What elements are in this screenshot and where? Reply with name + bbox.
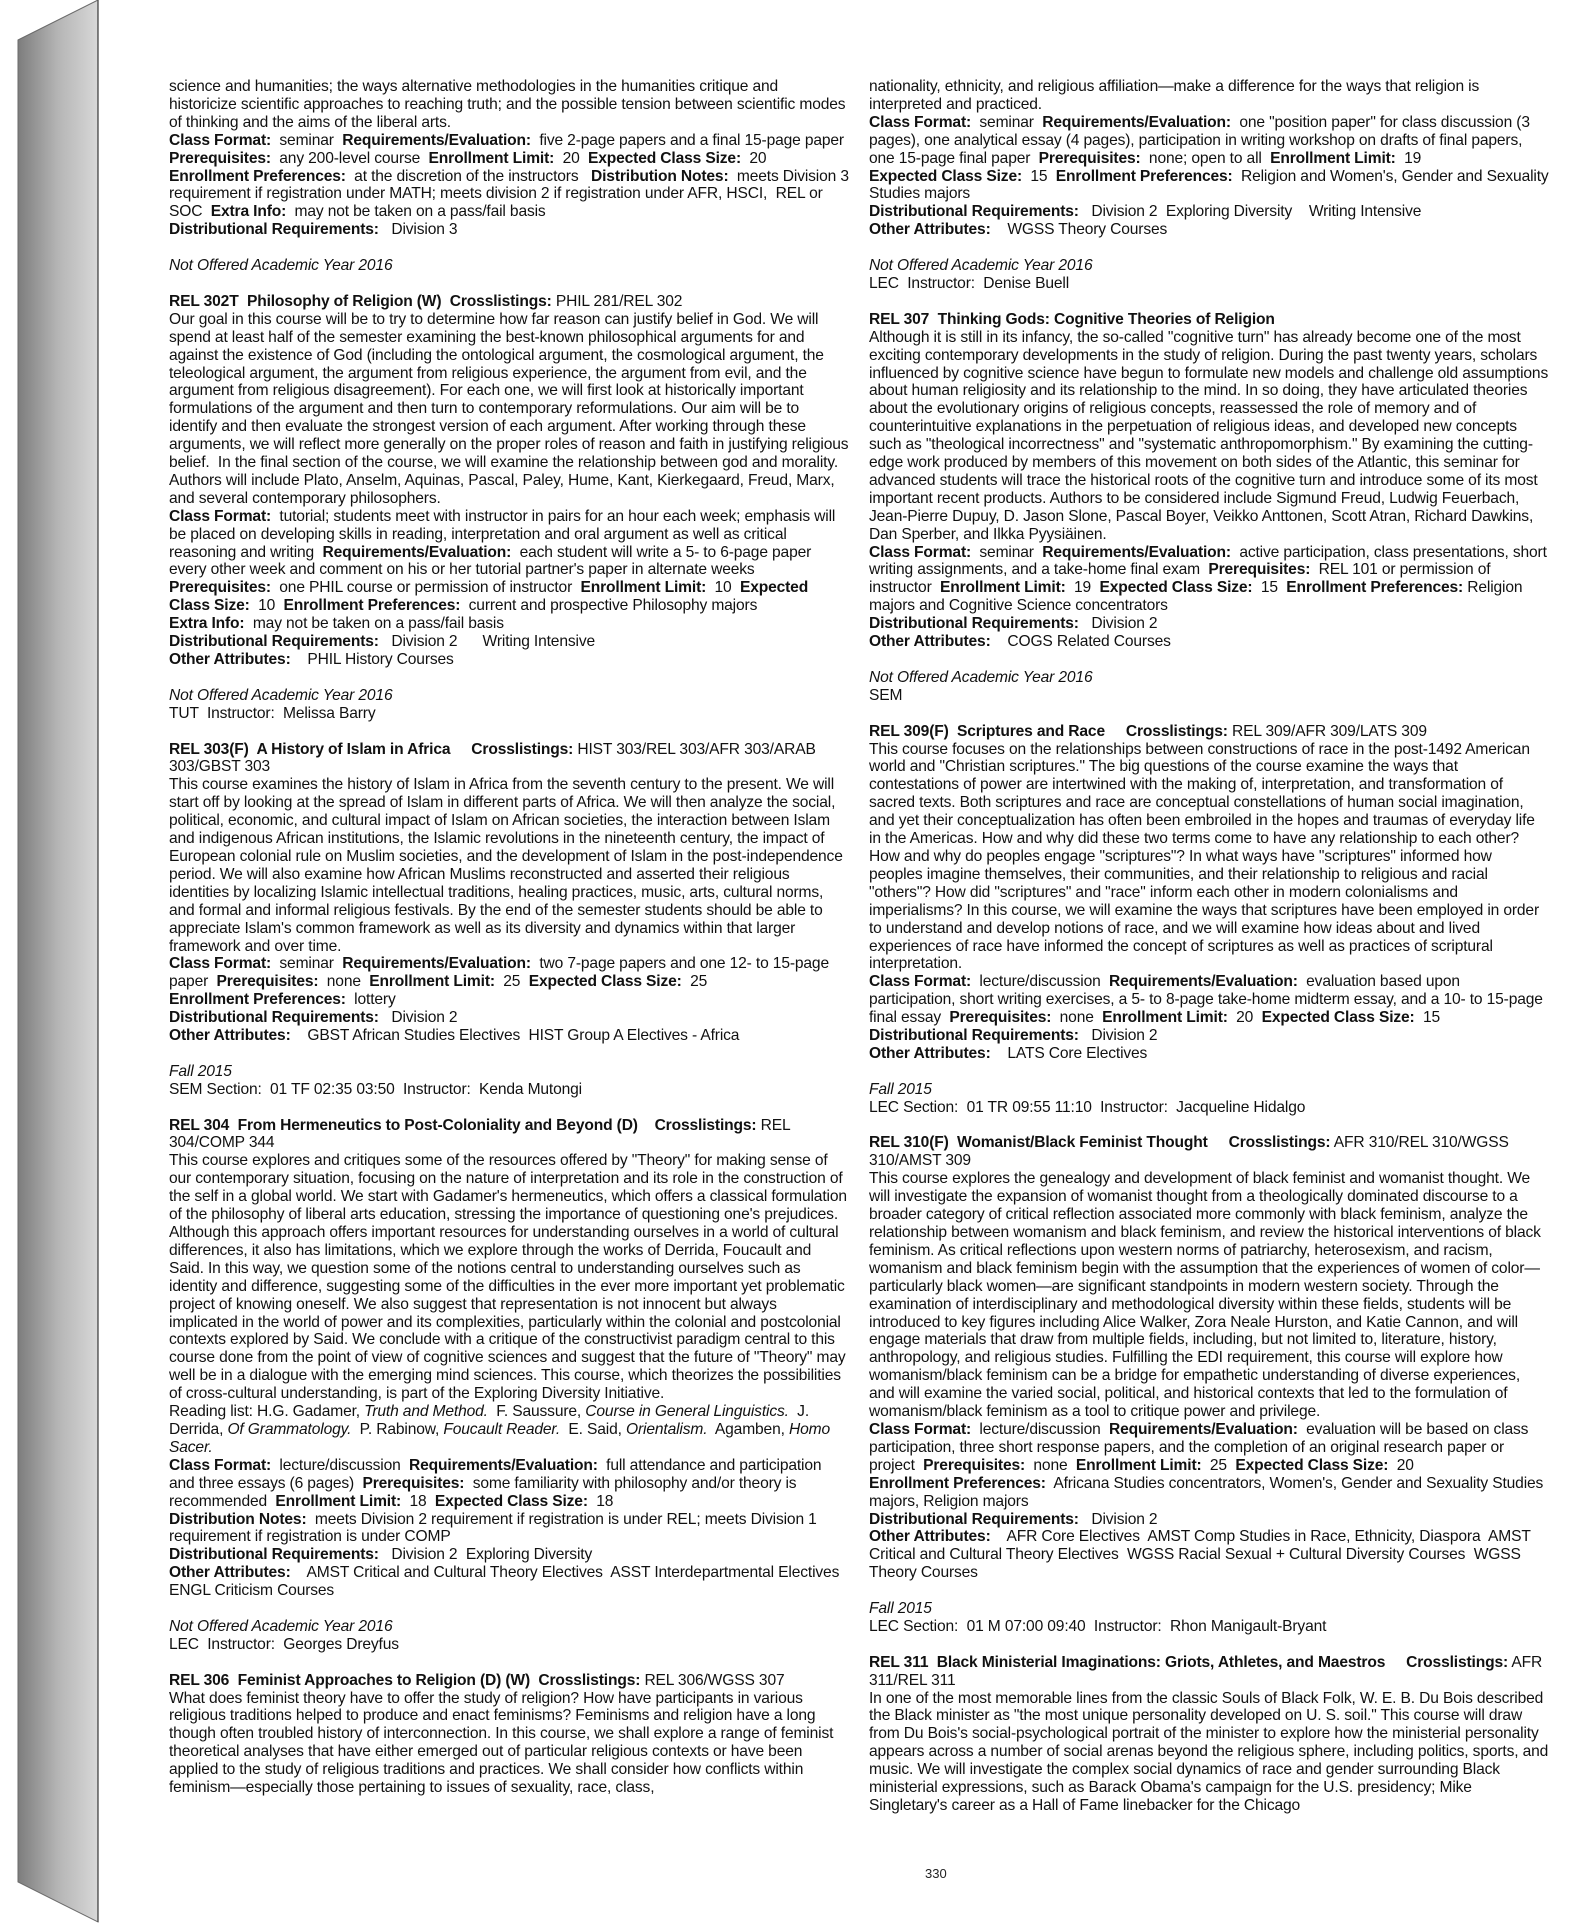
text-paragraph — [869, 687, 1549, 705]
text-run: What does feminist theory have to offer the study of religion? How have participants in various religious traditions helped to produce and enact feminisms? Feminisms and religion have a long though often troubled history of interconnection. In this course, we shall explore a range of feminist theoretical analyses that have either emerged out of particular religious contexts or have been applied to the study of religious traditions and practices. We shall consider how conflicts within feminism—especially those pertaining to issues of sexuality, race, class, — [169, 1689, 838, 1797]
bold-label: Distributional Requirements: — [869, 1027, 1079, 1045]
bold-label: Expected Class Size: — [1235, 1456, 1389, 1474]
text-run: PHIL 281/REL 302 — [551, 292, 683, 310]
text-run: P. Rabinow, — [351, 1420, 444, 1438]
text-run: may not be taken on a pass/fail basis — [286, 203, 546, 221]
bold-label: Other Attributes: — [169, 1564, 291, 1582]
page-number: 330 — [925, 1866, 947, 1881]
text-run: lecture/discussion — [271, 1456, 410, 1474]
italic-text: Truth and Method. — [364, 1403, 488, 1421]
text-paragraph — [869, 1045, 1549, 1063]
bold-label: Expected Class Size: — [169, 579, 813, 615]
bold-label: Requirements/Evaluation: — [342, 955, 531, 973]
text-paragraph — [169, 651, 849, 669]
text-run: 18 — [401, 1492, 435, 1510]
bold-label: Requirements/Evaluation: — [1109, 973, 1298, 991]
italic-text: Foucault Reader. — [443, 1420, 561, 1438]
spacer — [869, 705, 1549, 723]
bold-label: Expected Class Size: — [1099, 579, 1253, 597]
text-paragraph — [869, 275, 1549, 293]
text-run: current and prospective Philosophy majors — [460, 597, 758, 615]
italic-text: Not Offered Academic Year 2016 — [869, 257, 1093, 275]
text-run: Division 3 — [378, 221, 458, 239]
bold-label: Class Format: — [169, 507, 272, 525]
text-paragraph — [169, 257, 849, 275]
text-run: This course examines the history of Islam in Africa from the seventh century to the present. We will start off by looking at the spread of Islam in different parts of Africa. We will then analyze the social, political, economic, and cultural impact of Islam on African societies, the interaction between Islam and indigenous African institutions, the Islamic revolutions in the nineteenth century, the impact of European colonial rule on Muslim societies, and the development of Islam in the post-independence period. We will also examine how African Muslims reconstructed and asserted their religious identities by localizing Islamic intellectual traditions, healing practices, music, arts, cultural norms, and formal and informal religious festivals. By the end of the semester students should be able to appreciate Islam's common framework as well as its diversity and dynamics within that larger framework and over time. — [169, 776, 847, 955]
text-run: Religion and Women's, Gender and Sexuality Studies majors — [869, 167, 1553, 203]
text-run: Division 2 — [1078, 1027, 1158, 1045]
text-run: two 7-page papers and one 12- to 15-page paper — [169, 955, 834, 991]
text-paragraph — [869, 1134, 1549, 1170]
bold-label: Enrollment Preferences: — [1286, 579, 1464, 597]
text-paragraph — [869, 1511, 1549, 1529]
bold-label: Enrollment Limit: — [940, 579, 1066, 597]
text-paragraph — [869, 1027, 1549, 1045]
text-run: meets Division 3 requirement if registration under MATH; meets division 2 if registration under AFR, HSCI, REL or SOC — [169, 167, 854, 221]
text-paragraph — [869, 78, 1549, 114]
bold-label: Expected Class Size: — [869, 167, 1023, 185]
text-run: SEM — [869, 686, 903, 704]
text-run: may not be taken on a pass/fail basis — [244, 615, 504, 633]
spacer — [169, 723, 849, 741]
spacer — [869, 239, 1549, 257]
bold-label: Prerequisites: — [1038, 149, 1141, 167]
text-paragraph — [169, 1564, 849, 1600]
text-run: AFR 311/REL 311 — [869, 1653, 1547, 1689]
text-run: LEC Instructor: Georges Dreyfus — [169, 1635, 399, 1653]
text-run: Division 2 — [1078, 615, 1158, 633]
text-paragraph — [869, 669, 1549, 687]
text-run: none — [318, 973, 370, 991]
text-run: REL 304/COMP 344 — [169, 1116, 795, 1152]
text-paragraph — [169, 1063, 849, 1081]
text-paragraph — [869, 1421, 1549, 1475]
text-run: Agamben, — [707, 1420, 789, 1438]
bold-label: Class Format: — [169, 1456, 272, 1474]
bold-label: Class Format: — [869, 973, 972, 991]
bold-label: Distributional Requirements: — [869, 1510, 1079, 1528]
text-run: some familiarity with philosophy and/or theory is recommended — [169, 1474, 801, 1510]
text-run: Although it is still in its infancy, the so-called "cognitive turn" has already become one of the most exciting contemporary developments in the study of religion. During the past twenty years, scholars influenced by cognitive science have begun to formulate new models and challenge old assumptions about human religiosity and its relationship to the mind. In so doing, they have articulated theories about the evolutionary origins of religious concepts, reassessed the role of memory and of counterintuitive explanations in the perpetuation of religious ideas, and developed new concepts such as "theological incorrectness" and "systematic anthropomorphism." By examining the cutting-edge work produced by members of this movement on both sides of the Atlantic, this seminar for advanced students will trace the historical roots of the cognitive turn and introduce some of its most important recent products. Authors to be considered include Sigmund Freud, Ludwig Feuerbach, Jean-Pierre Dupuy, D. Jason Slone, Pascal Boyer, Veikko Anttonen, Scott Atran, Richard Dawkins, Dan Sperber, and Ilkka Pyysiäinen. — [869, 328, 1553, 543]
left-column — [169, 78, 854, 1797]
text-paragraph — [169, 1636, 849, 1654]
text-run: 15 — [1022, 167, 1056, 185]
text-run: 18 — [587, 1492, 614, 1510]
spacer — [169, 275, 849, 293]
bold-label: REL 302T Philosophy of Religion (W) Crosslistings: — [169, 292, 552, 310]
bold-label: Expected Class Size: — [1261, 1009, 1415, 1027]
text-paragraph — [169, 131, 853, 168]
text-paragraph — [169, 1618, 849, 1636]
bold-label: Expected Class Size: — [528, 973, 682, 991]
text-paragraph — [869, 311, 1549, 329]
text-run: 10 — [706, 579, 740, 597]
bold-label: Other Attributes: — [869, 633, 991, 651]
bold-label: Distributional Requirements: — [169, 221, 379, 239]
text-run: AFR 310/REL 310/WGSS 310/AMST 309 — [869, 1134, 1513, 1170]
text-paragraph — [869, 723, 1549, 741]
bold-label: Distributional Requirements: — [169, 633, 379, 651]
text-run: REL 306/WGSS 307 — [640, 1671, 785, 1689]
bold-label: Prerequisites: — [1208, 561, 1311, 579]
bold-label: Distributional Requirements: — [169, 1009, 379, 1027]
bold-label: Requirements/Evaluation: — [1042, 543, 1231, 561]
text-paragraph — [869, 1689, 1553, 1815]
text-run: This course explores and critiques some of the resources offered by "Theory" for making sense of our contemporary situation, focusing on the nature of interpretation and its role in the construction of the self in a global world. We start with Gadamer's hermeneutics, which offers a classical formulation of the philosophy of liberal arts education, stressing the importance of questioning one's prejudices. Although this approach offers important resources for understanding ourselves in a world of cultural differences, it also has limitations, which we explore through the works of Derrida, Foucault and Said. In this way, we question some of the notions central to understanding ourselves such as identity and difference, suggesting some of the difficulties in the ever more important yet problematic project of knowing oneself. We also suggest that representation is not innocent but always implicated in the world of power and its complexities, particularly within the colonial and postcolonial contexts explored by Said. We conclude with a critique of the constructivist paradigm central to this course done from the point of view of cognitive sciences and suggest that the future of "Theory" may well be in a dialogue with the emerging mind sciences. This course, which theorizes the possibilities of cross-cultural understanding, is part of the Exploring Diversity Initiative. — [169, 1152, 852, 1403]
text-run: Our goal in this course will be to try to determine how far reason can justify belief in God. We will spend at least half of the semester examining the best-known philosophical arguments for and against the existence of God (including the ontological argument, the cosmological argument, the teleological argument, the argument from religious experience, the argument from evil, and the argument from religious disagreement). For each one, we will first look at historically important formulations of the argument and then turn to contemporary reformulations. Our aim will be to identify and then evaluate the strongest version of each argument. After working through these arguments, we will reflect more generally on the proper roles of reason and faith in justifying religious belief. In the final section of the course, we will examine the relationship between god and morality. Authors will include Plato, Anselm, Aquinas, Pascal, Paley, Hume, Kant, Kierkegaard, Freud, Marx, and several contemporary philosophers. — [169, 310, 853, 507]
text-run: Reading list: H.G. Gadamer, — [169, 1403, 365, 1421]
text-run: GBST African Studies Electives HIST Group A Electives - Africa — [290, 1027, 740, 1045]
text-paragraph — [869, 544, 1549, 616]
text-run: none; open to all — [1140, 149, 1271, 167]
text-run: AMST Critical and Cultural Theory Electives ASST Interdepartmental Electives ENGL Criticism Courses — [169, 1564, 848, 1600]
bold-label: Expected Class Size: — [434, 1492, 588, 1510]
bold-label: REL 309(F) Scriptures and Race Crosslistings: — [869, 722, 1228, 740]
text-paragraph — [169, 1009, 849, 1027]
bold-label: Enrollment Limit: — [1075, 1456, 1202, 1474]
book-edge-graphic — [0, 0, 110, 1926]
bold-label: REL 310(F) Womanist/Black Feminist Thought Crosslistings: — [869, 1134, 1331, 1152]
bold-label: Enrollment Limit: — [1102, 1009, 1228, 1027]
text-run: full attendance and participation and three essays (6 pages) — [169, 1456, 826, 1492]
bold-label: Other Attributes: — [169, 651, 291, 668]
text-paragraph — [869, 221, 1549, 239]
right-column — [869, 78, 1553, 1815]
text-run: one PHIL course or permission of instructor — [270, 579, 581, 597]
text-run: 20 — [1388, 1456, 1414, 1474]
bold-label: REL 306 Feminist Approaches to Religion (D) (W) Crosslistings: — [169, 1671, 641, 1689]
italic-text: Course in General Linguistics. — [585, 1403, 789, 1421]
text-paragraph — [169, 1511, 849, 1547]
bold-label: Prerequisites: — [949, 1009, 1052, 1027]
text-run: one "position paper" for class discussion (3 pages), one analytical essay (4 pages), participation in writing workshop on drafts of final papers, one 15-page final paper — [869, 113, 1535, 167]
text-run: This course focuses on the relationships between constructions of race in the post-1492 American world and "Christian scriptures." The big questions of the course examine the ways that contestations of power are intertwined with the making of, interpretation, and transformation of sacred texts. Both scriptures and race are conceptual constellations of human social imagination, and yet their conceptualization has often been embroiled in the hopes and traumas of everyday life in the Americas. How and why did these two terms come to have any relationship to each other? How and why do peoples engage "scriptures"? In what ways have "scriptures" informed how peoples imagine themselves, their communities, and their relationship to religious and racial "others"? How did "scriptures" and "race" inform each other in modern colonialisms and imperialisms? In this course, we will examine the ways that scriptures have been employed in order to understand and develop notions of race, and we will examine how ideas about and lived experiences of race have informed the concept of scriptures as well as practices of scriptural interpretation. — [869, 740, 1544, 973]
italic-text: Not Offered Academic Year 2016 — [169, 257, 393, 275]
text-run: In one of the most memorable lines from the classic Souls of Black Folk, W. E. B. Du Bois described the Black minister as "the most unique personality developed on U. S. soil." This course will draw from Du Bois's social-psychological portrait of the minister to explore how the ministerial personality appears across a number of social arenas beyond the religious sphere, including politics, sports, and music. We will investigate the complex social dynamics of race and gender surrounding Black ministerial expressions, such as Barack Obama's campaign for the U.S. presidency; Mike Singletary's career as a Hall of Fame linebacker for the Chicago — [869, 1689, 1553, 1814]
bold-label: Distributional Requirements: — [869, 203, 1079, 221]
bold-label: Class Format: — [869, 1420, 972, 1438]
text-paragraph — [169, 167, 854, 222]
bold-label: Enrollment Preferences: — [869, 1474, 1046, 1492]
bold-label: Extra Info: — [210, 203, 287, 221]
text-run: AFR Core Electives AMST Comp Studies in Race, Ethnicity, Diaspora AMST Critical and Cultural Theory Electives WGSS Racial Sexual + Cultural Diversity Courses WGSS Theory Courses — [869, 1528, 1535, 1582]
bold-label: Enrollment Preferences: — [1055, 167, 1233, 185]
bold-label: Requirements/Evaluation: — [322, 543, 512, 561]
text-run: Division 2 — [378, 1009, 458, 1027]
spacer — [169, 239, 849, 257]
text-paragraph — [169, 579, 849, 615]
text-run: Division 2 — [1078, 1510, 1158, 1528]
bold-label: Enrollment Limit: — [428, 149, 555, 167]
bold-label: Class Format: — [869, 113, 972, 131]
spacer — [169, 1600, 849, 1618]
spacer — [869, 293, 1549, 311]
bold-label: Other Attributes: — [869, 1528, 991, 1546]
text-run: 19 — [1395, 149, 1422, 167]
text-run: seminar — [971, 113, 1043, 131]
text-paragraph — [869, 1475, 1549, 1511]
text-run: seminar — [971, 543, 1043, 561]
spacer — [169, 669, 849, 687]
text-paragraph — [169, 293, 849, 311]
spacer — [869, 1063, 1549, 1081]
text-run: 10 — [249, 597, 284, 615]
text-run: LEC Section: 01 TR 09:55 11:10 Instructor: Jacqueline Hidalgo — [869, 1098, 1306, 1116]
italic-text: Not Offered Academic Year 2016 — [869, 668, 1093, 686]
text-paragraph — [869, 1528, 1549, 1582]
text-run: Africana Studies concentrators, Women's, Gender and Sexuality Studies majors, Religion majors — [869, 1474, 1548, 1510]
spacer — [169, 1045, 849, 1063]
text-run: 25 — [494, 973, 529, 991]
text-paragraph — [869, 1081, 1549, 1099]
bold-label: Distributional Requirements: — [869, 615, 1079, 633]
text-paragraph — [169, 1027, 849, 1045]
bold-label: Enrollment Limit: — [369, 973, 495, 991]
bold-label: Prerequisites: — [169, 149, 271, 167]
text-run: evaluation will be based on class participation, three short response papers, and the completion of an original research paper or project — [869, 1420, 1533, 1474]
spacer — [869, 1117, 1549, 1135]
text-run: LEC Instructor: Denise Buell — [869, 274, 1070, 292]
text-paragraph — [169, 78, 849, 132]
bold-label: Enrollment Preferences: — [169, 991, 346, 1009]
text-run: meets Division 2 requirement if registration is under REL; meets Division 1 requirement if registration is under COMP — [169, 1510, 821, 1546]
text-run: REL 101 or permission of instructor — [869, 561, 1495, 597]
text-run: COGS Related Courses — [990, 633, 1171, 651]
text-paragraph — [169, 633, 849, 651]
text-paragraph — [869, 633, 1549, 651]
text-paragraph — [169, 1672, 849, 1690]
italic-text: Fall 2015 — [869, 1600, 932, 1618]
bold-label: Distributional Requirements: — [169, 1546, 379, 1564]
text-run: J. Derrida, — [169, 1403, 814, 1438]
bold-label: Class Format: — [169, 131, 272, 149]
text-paragraph — [169, 1117, 849, 1153]
text-run: lottery — [345, 991, 396, 1009]
text-paragraph — [169, 615, 849, 633]
text-paragraph — [869, 615, 1549, 633]
text-run: active participation, class presentations, short writing assignments, and a take-home final exam — [869, 543, 1551, 579]
spacer — [869, 1636, 1549, 1654]
text-run: nationality, ethnicity, and religious affiliation—make a difference for the ways that religion is interpreted and practiced. — [869, 78, 1484, 113]
text-paragraph — [169, 1152, 852, 1403]
text-run: 15 — [1252, 579, 1287, 597]
text-paragraph — [869, 114, 1549, 168]
text-run: Division 2 Writing Intensive — [378, 633, 595, 651]
text-paragraph — [169, 741, 849, 777]
spacer — [169, 1099, 849, 1117]
bold-label: Other Attributes: — [869, 221, 991, 239]
bold-label: Enrollment Preferences: — [283, 597, 461, 615]
bold-label: Requirements/Evaluation: — [1109, 1420, 1298, 1438]
text-run: Division 2 Exploring Diversity Writing Intensive — [1078, 203, 1422, 221]
text-run: each student will write a 5- to 6-page paper every other week and comment on his or her tutorial partner's paper in alternate weeks — [169, 543, 816, 579]
bold-label: Extra Info: — [169, 615, 245, 633]
bold-label: Requirements/Evaluation: — [1042, 113, 1231, 131]
text-run: SEM Section: 01 TF 02:35 03:50 Instructor: Kenda Mutongi — [169, 1080, 582, 1098]
text-run: none — [1025, 1456, 1076, 1474]
text-run: 15 — [1414, 1009, 1441, 1027]
text-run: at the discretion of the instructors — [345, 167, 592, 185]
text-run: LEC Section: 01 M 07:00 09:40 Instructor: Rhon Manigault-Bryant — [869, 1617, 1327, 1635]
text-run: none — [1051, 1009, 1103, 1027]
text-paragraph — [169, 1081, 849, 1099]
text-run: 19 — [1065, 579, 1100, 597]
text-run: five 2-page papers and a final 15-page paper — [530, 131, 853, 149]
bold-label: Expected Class Size: — [587, 149, 741, 167]
italic-text: Homo Sacer. — [169, 1420, 835, 1456]
text-run: WGSS Theory Courses — [990, 221, 1168, 239]
bold-label: Prerequisites: — [362, 1474, 465, 1492]
text-paragraph — [169, 508, 849, 580]
text-paragraph — [869, 1654, 1549, 1690]
text-paragraph — [169, 1457, 849, 1511]
text-run: lecture/discussion — [971, 973, 1110, 991]
bold-label: Prerequisites: — [923, 1456, 1026, 1474]
text-paragraph — [869, 973, 1549, 1027]
bold-label: Class Format: — [869, 543, 972, 561]
text-run: science and humanities; the ways alternative methodologies in the humanities critique and historicize scientific approaches to reaching truth; and the possible tension between scientific modes of thinking and the aims of the liberal arts. — [169, 78, 850, 131]
text-run: evaluation based upon participation, short writing exercises, a 5- to 8-page take-home midterm essay, and a 10- to 15-page final essay — [869, 973, 1547, 1027]
text-run: seminar — [271, 131, 343, 149]
text-paragraph — [169, 776, 849, 955]
bold-label: REL 307 Thinking Gods: Cognitive Theories of Religion — [869, 310, 1275, 328]
text-run: any 200-level course — [270, 149, 429, 167]
text-run: F. Saussure, — [487, 1403, 586, 1421]
text-paragraph — [869, 1618, 1549, 1636]
text-run: 25 — [681, 973, 708, 991]
text-paragraph — [869, 167, 1553, 204]
text-run: HIST 303/REL 303/AFR 303/ARAB 303/GBST 303 — [169, 740, 820, 776]
text-run: E. Said, — [560, 1420, 626, 1438]
text-run: 20 — [1227, 1009, 1262, 1027]
text-run: 20 — [554, 149, 588, 167]
text-paragraph — [869, 1600, 1549, 1618]
bold-label: Prerequisites: — [169, 579, 271, 597]
italic-text: Not Offered Academic Year 2016 — [169, 686, 393, 704]
bold-label: Enrollment Limit: — [580, 579, 707, 597]
text-run: TUT Instructor: Melissa Barry — [169, 704, 376, 722]
text-run: 25 — [1201, 1456, 1236, 1474]
text-run: LATS Core Electives — [990, 1044, 1148, 1062]
text-paragraph — [869, 1099, 1549, 1117]
bold-label: Distribution Notes: — [591, 167, 729, 185]
italic-text: Orientalism. — [626, 1420, 708, 1438]
bold-label: Distribution Notes: — [169, 1510, 307, 1528]
spacer — [869, 651, 1549, 669]
text-paragraph — [169, 991, 849, 1009]
text-run: REL 309/AFR 309/LATS 309 — [1227, 722, 1427, 740]
text-paragraph — [169, 955, 849, 991]
text-paragraph — [869, 257, 1549, 275]
text-paragraph — [169, 310, 853, 508]
italic-text: Of Grammatology. — [227, 1420, 352, 1438]
text-paragraph — [169, 1403, 849, 1457]
text-paragraph — [169, 1690, 849, 1797]
bold-label: Class Format: — [169, 955, 272, 973]
text-run: PHIL History Courses — [290, 651, 454, 668]
text-paragraph — [169, 221, 849, 239]
bold-label: Other Attributes: — [869, 1044, 991, 1062]
text-run: Religion majors and Cognitive Science concentrators — [869, 579, 1527, 615]
text-paragraph — [169, 687, 849, 705]
text-run: lecture/discussion — [971, 1420, 1110, 1438]
spacer — [169, 1654, 849, 1672]
bold-label: Enrollment Preferences: — [169, 167, 346, 185]
bold-label: REL 311 Black Ministerial Imaginations: Griots, Athletes, and Maestros Crosslistings: — [869, 1653, 1509, 1671]
bold-label: REL 304 From Hermeneutics to Post-Coloniality and Beyond (D) Crosslistings: — [169, 1116, 757, 1134]
spacer — [869, 1582, 1549, 1600]
italic-text: Not Offered Academic Year 2016 — [169, 1617, 393, 1635]
bold-label: Enrollment Limit: — [275, 1492, 402, 1510]
text-run: tutorial; students meet with instructor in pairs for an hour each week; emphasis will be placed on developing skills in reading, interpretation and oral argument as well as critical reasoning and writing — [169, 507, 840, 561]
text-paragraph — [869, 1170, 1549, 1421]
bold-label: REL 303(F) A History of Islam in Africa Crosslistings: — [169, 740, 574, 758]
text-paragraph — [869, 741, 1549, 974]
italic-text: Fall 2015 — [169, 1062, 232, 1080]
text-paragraph — [169, 1546, 849, 1564]
bold-label: Prerequisites: — [216, 973, 319, 991]
text-paragraph — [869, 328, 1553, 544]
bold-label: Requirements/Evaluation: — [342, 131, 531, 149]
bold-label: Enrollment Limit: — [1270, 149, 1396, 167]
text-run: This course explores the genealogy and development of black feminist and womanist thought. We will investigate the expansion of womanist thought from a theologically dominated discourse to a broader category of critical reflection associated more commonly with black feminism, analyze the relationship between womanism and black feminism, and review the historical interventions of black feminism. As critical reflections upon western norms of patriarchy, heterosexism, and racism, womanism and black feminism begin with the assumption that the experiences of women of color—particularly black women—are significant standpoints in modern western society. Through the examination of interdisciplinary and methodological diversity within these fields, students will be introduced to key figures including Alice Walker, Zora Neale Hurston, and Katie Cannon, and will engage materials that draw from multiple fields, including, but not limited to, literature, history, anthropology, and religious studies. Fulfilling the EDI requirement, this course will explore how womanism/black feminism can be a bridge for empathetic understanding of diverse experiences, and will examine the varied social, political, and historical contexts that led to the formulation of womanism/black feminism as a tool to critique power and privilege. — [869, 1170, 1545, 1421]
text-paragraph — [169, 705, 849, 723]
bold-label: Other Attributes: — [169, 1027, 291, 1045]
italic-text: Fall 2015 — [869, 1080, 932, 1098]
text-run: 20 — [741, 149, 767, 167]
bold-label: Requirements/Evaluation: — [409, 1456, 598, 1474]
text-run: Division 2 Exploring Diversity — [378, 1546, 593, 1564]
text-run: seminar — [271, 955, 343, 973]
text-paragraph — [869, 203, 1549, 221]
document-page — [98, 0, 1569, 1922]
